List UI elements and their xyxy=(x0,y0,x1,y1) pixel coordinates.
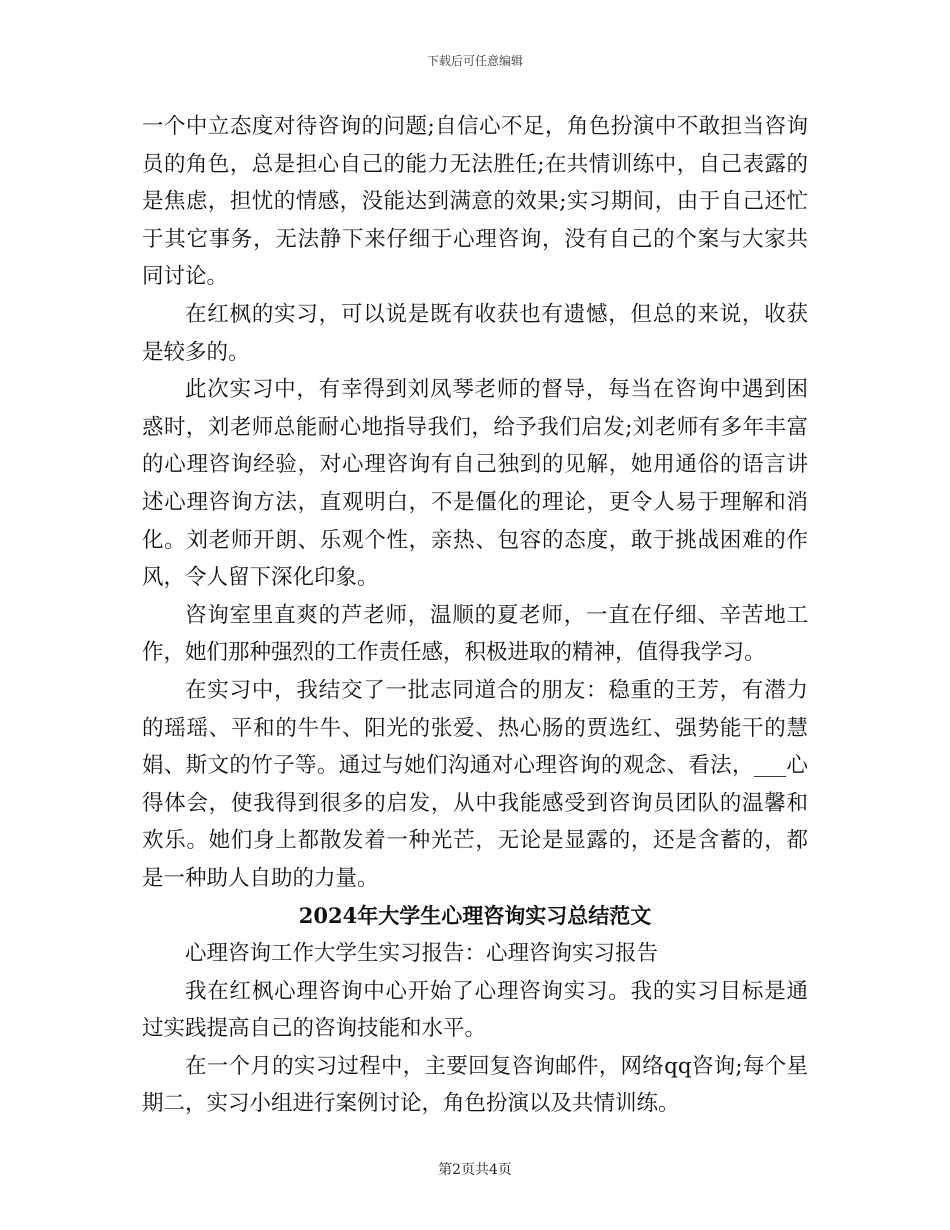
page-number: 第2页共4页 xyxy=(438,1162,512,1178)
paragraph-counseling-room: 咨询室里直爽的芦老师，温顺的夏老师，一直在仔细、辛苦地工作，她们那种强烈的工作责任感，积极进取的精神，值得我学习。 xyxy=(142,602,808,666)
document-title: 2024年大学生心理咨询实习总结范文 xyxy=(298,903,652,929)
paragraph-internship-tasks: 在一个月的实习过程中，主要回复咨询邮件，网络qq咨询;每个星期二，实习小组进行案例讨论，角色扮演以及共情训练。 xyxy=(142,1053,808,1117)
paragraph-friends: 在实习中，我结交了一批志同道合的朋友：稳重的王芳，有潜力的瑶瑶、平和的牛牛、阳光的张爱、热心肠的贾选红、强势能干的慧娟、斯文的竹子等。通过与她们沟通对心理咨询的观念、看法，___心得体会，使我得到很多的启发，从中我能感受到咨询员团队的温馨和欢乐。她们身上都散发着一种光芒，无论是显露的，还是含蓄的，都是一种助人自助的力量。 xyxy=(142,677,808,891)
document-body xyxy=(142,108,808,1123)
paragraph-continued: 一个中立态度对待咨询的问题;自信心不足，角色扮演中不敢担当咨询员的角色，总是担心自己的能力无法胜任;在共情训练中，自己表露的是焦虑，担忧的情感，没能达到满意的效果;实习期间，由于自己还忙于其它事务，无法静下来仔细于心理咨询，没有自己的个案与大家共同讨论。 xyxy=(142,114,808,290)
paragraph-internship-goal: 我在红枫心理咨询中心开始了心理咨询实习。我的实习目标是通过实践提高自己的咨询技能和水平。 xyxy=(142,978,808,1042)
paragraph-report-subtitle: 心理咨询工作大学生实习报告：心理咨询实习报告 xyxy=(185,941,659,967)
paragraph-harvest: 在红枫的实习，可以说是既有收获也有遗憾，但总的来说，收获是较多的。 xyxy=(142,301,808,365)
page-header-note: 下载后可任意编辑 xyxy=(426,54,523,68)
paragraph-supervisor: 此次实习中，有幸得到刘凤琴老师的督导，每当在咨询中遇到困惑时，刘老师总能耐心地指导我们，给予我们启发;刘老师有多年丰富的心理咨询经验，对心理咨询有自己独到的见解，她用通俗的语言讲述心理咨询方法，直观明白，不是僵化的理论，更令人易于理解和消化。刘老师开朗、乐观个性，亲热、包容的态度，敢于挑战困难的作风，令人留下深化印象。 xyxy=(142,377,808,591)
